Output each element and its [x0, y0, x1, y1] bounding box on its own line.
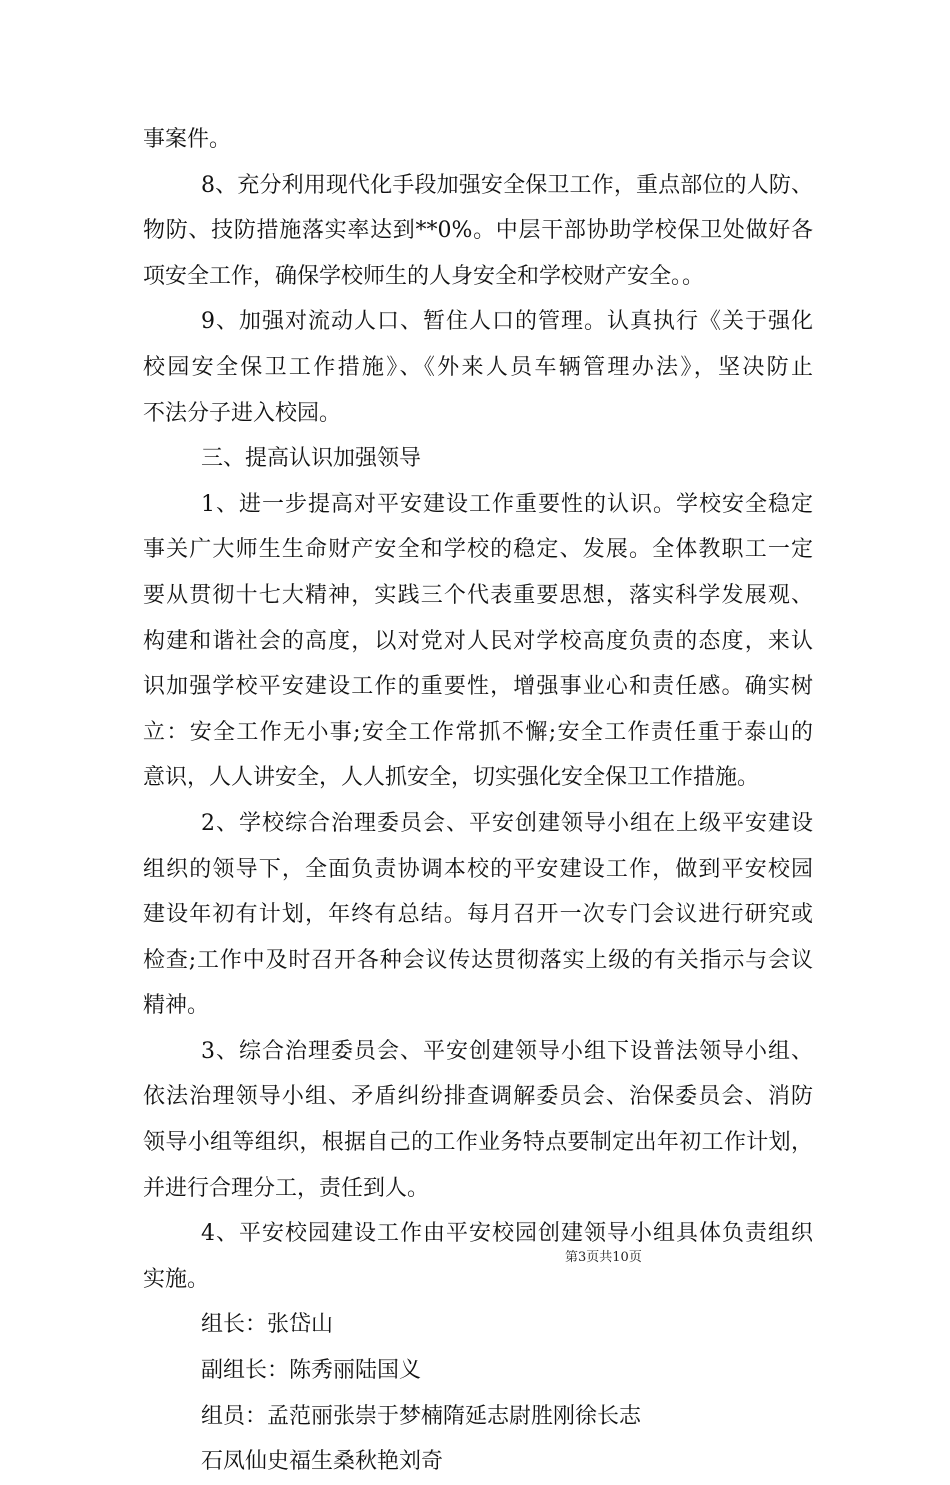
text-line: 4、平安校园建设工作由平安校园创建领导小组具体负责组织: [201, 1221, 813, 1247]
text-line: 实施。: [143, 1266, 210, 1292]
document-body: [143, 117, 813, 1485]
text-line: 要从贯彻十七大精神，实践三个代表重要思想，落实科学发展观、: [143, 582, 813, 608]
text-line: 立：安全工作无小事;安全工作常抓不懈;安全工作责任重于泰山的: [143, 719, 813, 745]
text-line: 校园安全保卫工作措施》、《外来人员车辆管理办法》，坚决防止: [143, 354, 813, 380]
text-line: 建设年初有计划，年终有总结。每月召开一次专门会议进行研究或: [143, 902, 813, 928]
text-line: 组织的领导下，全面负责协调本校的平安建设工作，做到平安校园: [143, 856, 813, 882]
text-line: 1、进一步提高对平安建设工作重要性的认识。学校安全稳定: [201, 491, 813, 517]
text-line: 事案件。: [143, 127, 232, 152]
text-line: 领导小组等组织，根据自己的工作业务特点要制定出年初工作计划，: [143, 1130, 813, 1156]
deputy-leader: 副组长：陈秀丽陆国义: [201, 1358, 422, 1384]
text-line: 构建和谐社会的高度，以对党对人民对学校高度负责的态度，来认: [143, 628, 813, 654]
text-line: 2、学校综合治理委员会、平安创建领导小组在上级平安建设: [201, 810, 813, 836]
text-line: 并进行合理分工，责任到人。: [143, 1175, 430, 1201]
text-line: 8、充分利用现代化手段加强安全保卫工作，重点部位的人防、: [201, 172, 813, 198]
section-heading: 三、提高认识加强领导: [201, 446, 422, 472]
text-line: 物防、技防措施落实率达到**0%。中层干部协助学校保卫处做好各: [143, 218, 813, 244]
team-members-continued: 石凤仙史福生桑秋艳刘奇: [201, 1449, 444, 1475]
team-leader: 组长：张岱山: [201, 1312, 334, 1338]
text-line: 检查;工作中及时召开各种会议传达贯彻落实上级的有关指示与会议: [143, 947, 813, 973]
team-members: 组员：孟范丽张崇于梦楠隋延志尉胜刚徐长志: [201, 1403, 642, 1429]
text-line: 项安全工作，确保学校师生的人身安全和学校财产安全。。: [143, 263, 705, 289]
text-line: 意识，人人讲安全，人人抓安全，切实强化安全保卫工作措施。: [143, 765, 760, 791]
text-line: 9、加强对流动人口、暂住人口的管理。认真执行《关于强化: [201, 309, 813, 335]
text-line: 识加强学校平安建设工作的重要性，增强事业心和责任感。确实树: [143, 674, 813, 700]
page-number: 第3页共10页: [565, 1250, 642, 1265]
text-line: 依法治理领导小组、矛盾纠纷排查调解委员会、治保委员会、消防: [143, 1084, 813, 1110]
text-line: 不法分子进入校园。: [143, 400, 342, 426]
text-line: 3、综合治理委员会、平安创建领导小组下设普法领导小组、: [201, 1038, 813, 1064]
text-line: 事关广大师生生命财产安全和学校的稳定、发展。全体教职工一定: [143, 537, 813, 563]
text-line: 精神。: [143, 993, 210, 1019]
